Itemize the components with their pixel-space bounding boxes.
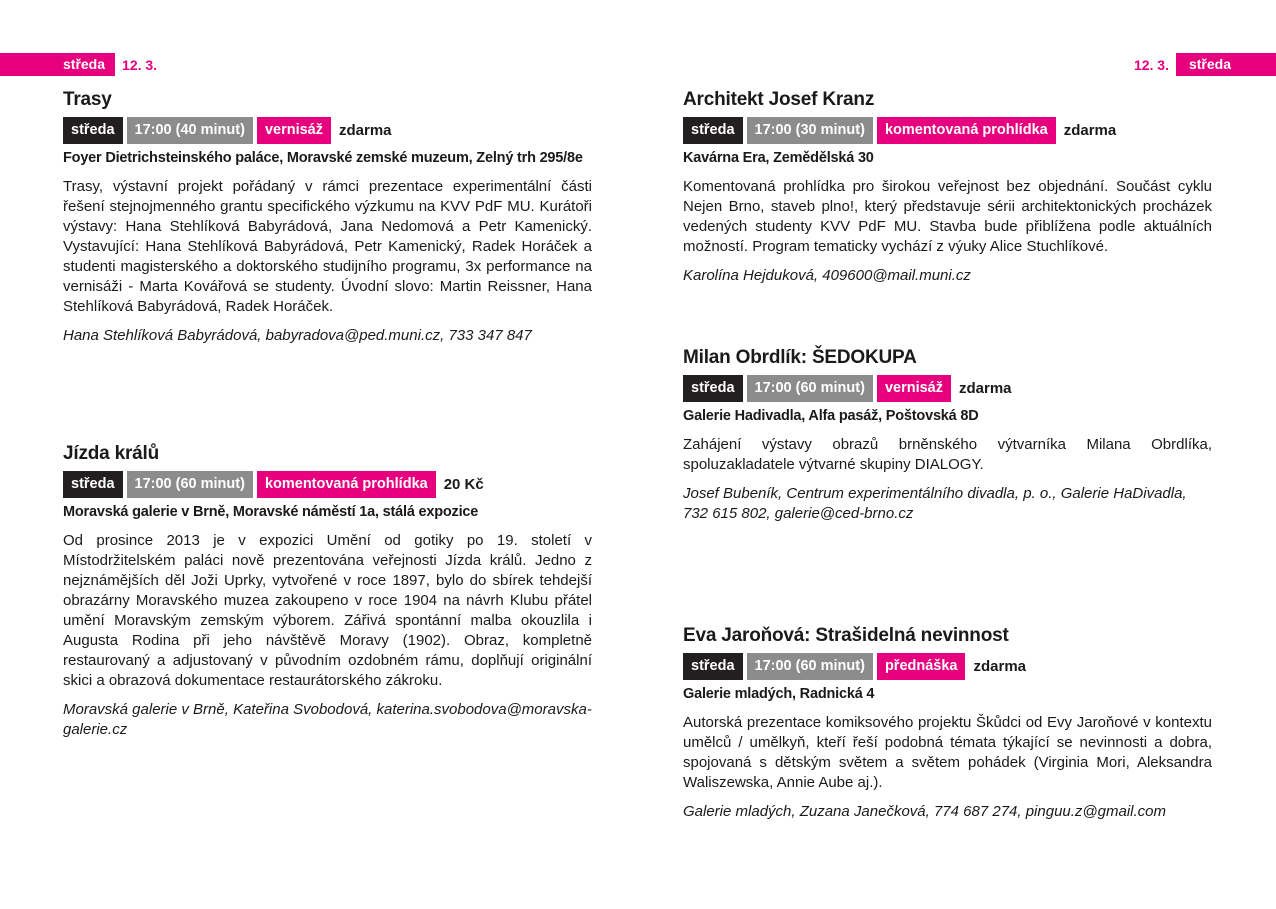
event-contact: Moravská galerie v Brně, Kateřina Svobodová, katerina.svobodova@moravska-galerie.cz <box>63 701 592 738</box>
event-contact: Josef Bubeník, Centrum experimentálního divadla, p. o., Galerie HaDivadla, 732 615 802, galerie@ced-brno.cz <box>683 485 1187 522</box>
event-venue: Galerie mladých, Radnická 4 <box>683 686 875 702</box>
day-tag: středa <box>683 653 743 680</box>
event-title: Eva Jaroňová: Strašidelná nevinnost <box>683 625 1009 646</box>
event-title: Jízda králů <box>63 443 160 464</box>
page-header-right <box>1127 53 1276 76</box>
type-tag: komentovaná prohlídka <box>877 117 1056 144</box>
time-tag: 17:00 (60 minut) <box>747 375 873 402</box>
event-venue: Foyer Dietrichsteinského paláce, Moravské zemské muzeum, Zelný trh 295/8e <box>63 150 583 166</box>
header-date-label: 12. 3. <box>1133 56 1169 73</box>
event-tags <box>63 471 592 498</box>
price-label: zdarma <box>1063 122 1117 139</box>
event-description: Zahájení výstavy obrazů brněnského výtvarníka Milana Obrdlíka, spoluzakladatele výtvarné skupiny DIALOGY. <box>683 436 1212 473</box>
event-venue: Galerie Hadivadla, Alfa pasáž, Poštovská 8D <box>683 408 979 424</box>
event-title: Trasy <box>63 89 112 110</box>
type-tag: vernisáž <box>877 375 951 402</box>
event-description: Komentovaná prohlídka pro širokou veřejnost bez objednání. Součást cyklu Nejen Brno, staveb plno!, který představuje sérii architektonických procházek vedených studenty KVV PdF MU. Stavba bude přiblížena podle aktuálních možností. Program tematicky vychází z výuky Alice Stuchlíkové. <box>683 178 1212 255</box>
header-date-label: 12. 3. <box>122 56 158 73</box>
time-tag: 17:00 (30 minut) <box>747 117 873 144</box>
event-title: Architekt Josef Kranz <box>683 89 875 110</box>
day-tag: středa <box>683 375 743 402</box>
event-sedokupa <box>683 347 1212 524</box>
type-tag: vernisáž <box>257 117 331 144</box>
event-trasy <box>63 89 592 346</box>
event-venue: Kavárna Era, Zemědělská 30 <box>683 150 874 166</box>
day-tag: středa <box>683 117 743 144</box>
event-venue: Moravská galerie v Brně, Moravské náměstí 1a, stálá expozice <box>63 504 479 520</box>
page-header-left <box>0 53 164 76</box>
price-label: zdarma <box>958 380 1012 397</box>
event-contact: Hana Stehlíková Babyrádová, babyradova@ped.muni.cz, 733 347 847 <box>63 327 532 344</box>
event-title: Milan Obrdlík: ŠEDOKUPA <box>683 347 917 368</box>
event-contact: Galerie mladých, Zuzana Janečková, 774 687 274, pinguu.z@gmail.com <box>683 803 1166 820</box>
type-tag: komentovaná prohlídka <box>257 471 436 498</box>
event-tags <box>683 117 1212 144</box>
time-tag: 17:00 (60 minut) <box>127 471 253 498</box>
header-day-label: středa <box>1176 53 1276 76</box>
price-label: zdarma <box>338 122 392 139</box>
event-tags <box>683 375 1212 402</box>
type-tag: přednáška <box>877 653 966 680</box>
event-description: Autorská prezentace komiksového projektu Škůdci od Evy Jaroňové v kontextu umělců / umělkyň, kteří řeší podobná témata týkající se nevinnosti a dobra, spojovaná s dětským světem a světem pohádek (Virginia Mori, Aleksandra Waliszewska, Annie Aube aj.). <box>683 714 1212 791</box>
event-description: Trasy, výstavní projekt pořádaný v rámci prezentace experimentální části řešení stejnojmenného grantu specifického výzkumu na KVV PdF MU. Kurátoři výstavy: Hana Stehlíková Babyrádová, Jana Nedomová a Petr Kamenický. Vystavující: Hana Stehlíková Babyrádová, Petr Kamenický, Radek Horáček a studenti magisterského a doktorského studijního programu, 3x performance na vernisáži - Marta Kovářová se studenty. Úvodní slovo: Martin Reissner, Hana Stehlíková Babyrádová, Radek Horáček. <box>63 178 592 315</box>
event-tags <box>683 653 1212 680</box>
event-strasidelna-nevinnost <box>683 625 1212 822</box>
event-tags <box>63 117 592 144</box>
day-tag: středa <box>63 471 123 498</box>
price-label: zdarma <box>973 658 1027 675</box>
header-day-label: středa <box>0 53 115 76</box>
event-jizda-kralu <box>63 443 592 740</box>
price-label: 20 Kč <box>443 476 484 493</box>
event-description: Od prosince 2013 je v expozici Umění od gotiky po 19. století v Místodržitelském paláci nově prezentována veřejnosti Jízda králů. Jedno z nejznámějších děl Joži Uprky, vytvořené v roce 1897, bylo do sbírek tehdejší obrazárny Moravského muzea zakoupeno v roce 1904 na návrh Klubu přátel umění Moravským zemským výborem. Zářivá spontánní malba okouzlila i Augusta Rodina při jeho návštěvě Moravy (1902). Obraz, kompletně restaurovaný a adjustovaný v původním ozdobném rámu, doplňují originální skici a obrazová dokumentace restaurátorského zákroku. <box>63 532 592 689</box>
event-architekt-kranz <box>683 89 1212 286</box>
day-tag: středa <box>63 117 123 144</box>
event-contact: Karolína Hejduková, 409600@mail.muni.cz <box>683 267 971 284</box>
time-tag: 17:00 (40 minut) <box>127 117 253 144</box>
time-tag: 17:00 (60 minut) <box>747 653 873 680</box>
